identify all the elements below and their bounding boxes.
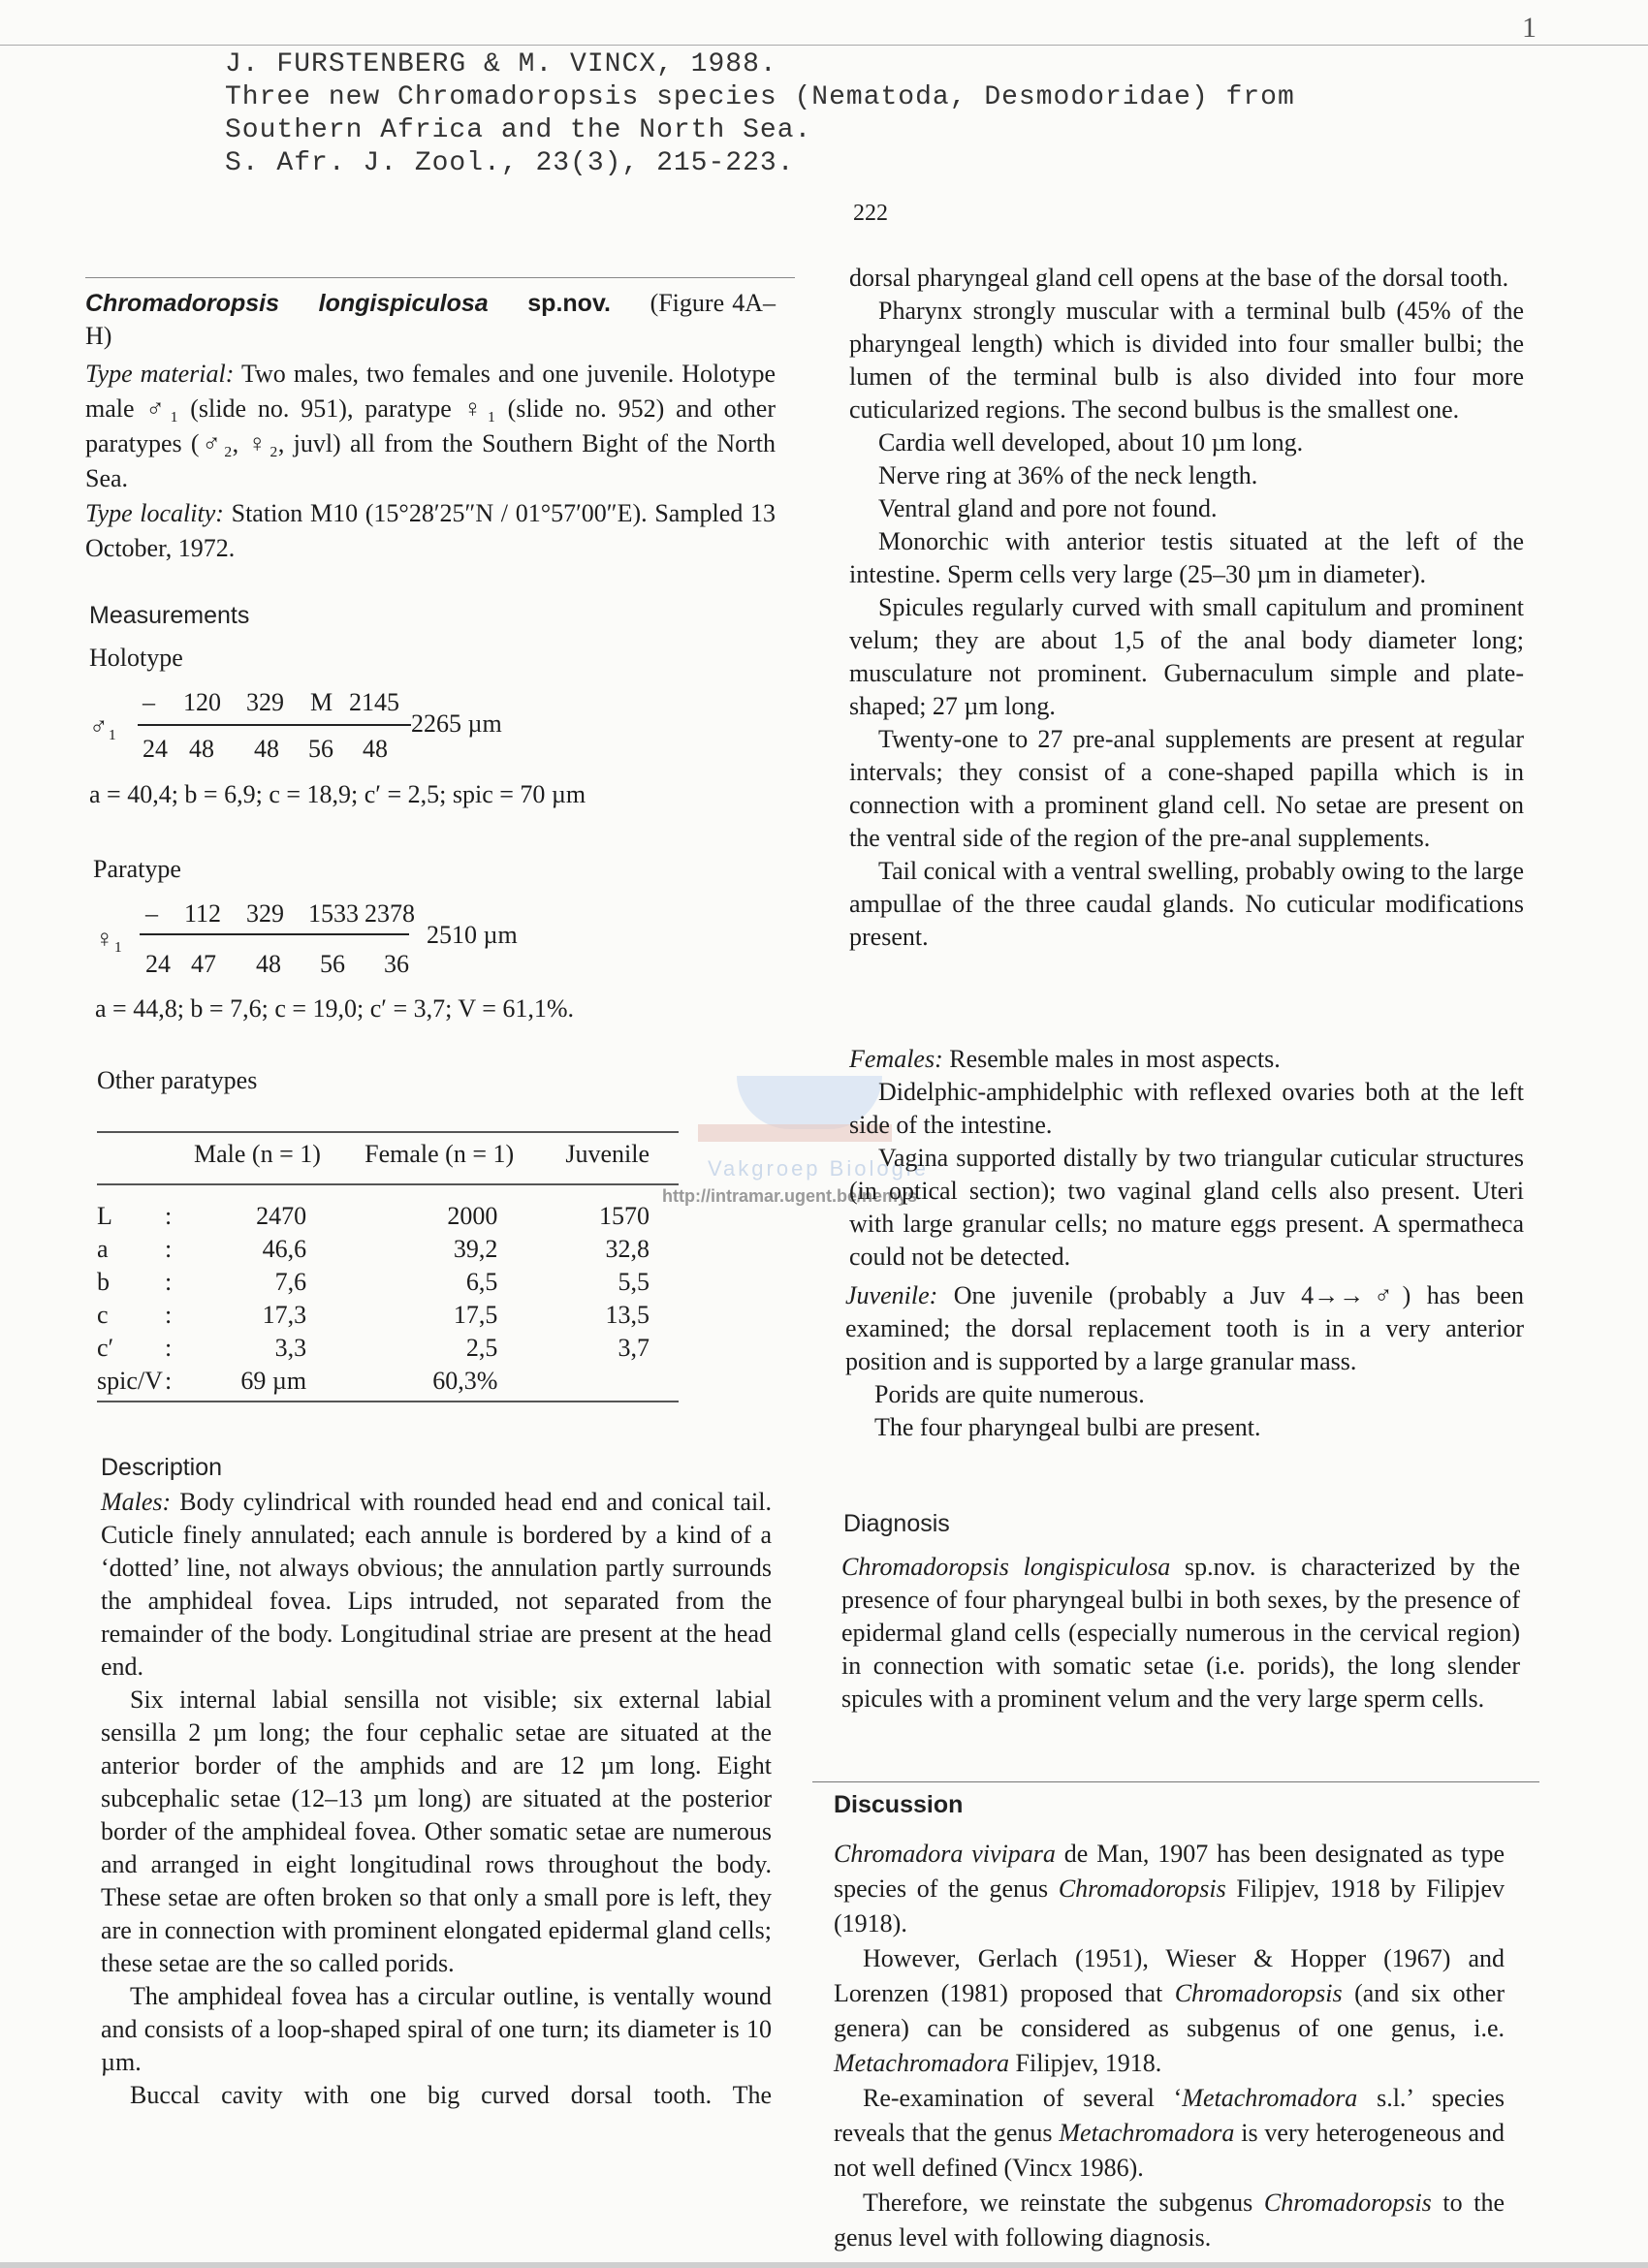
diagnosis-text: sp.nov. is characterized by the presence of four pharyngeal bulbi in both sexes, by the presence of epidermal gland cells (especially numerous in the cervical region) in connection with somatic setae (i.e. porids), the long slender spicules with a prominent velum and the very large sperm cells. — [841, 1553, 1520, 1713]
disc-text: (and six other genera) can be considered as subgenus of one genus, i.e. — [834, 1979, 1505, 2042]
title-spnov: sp.nov. — [527, 290, 611, 317]
cardia-paragraph: Cardia well developed, about 10 µm long. — [878, 428, 1304, 457]
holotype-den: 48 — [189, 735, 214, 763]
pharynx-paragraph: Pharynx strongly muscular with a terminal bulb (45% of the pharyngeal length) which is divided into four smaller bulbi; the lumen of the terminal bulb is also divided into four more cuticularized regions. The second bulbus is the smallest one. — [849, 297, 1524, 424]
table-cell: 2000 — [447, 1202, 498, 1230]
holotype-den: 48 — [254, 735, 279, 763]
didelphic-paragraph: Didelphic-amphidelphic with reflexed ovaries both at the left side of the intestine. — [849, 1078, 1524, 1139]
table-cell: 69 µm — [240, 1367, 307, 1395]
disc-genus: Chromadoropsis — [1058, 1874, 1226, 1903]
holotype-den: 24 — [143, 735, 168, 763]
females-text: Resemble males in most aspects. — [942, 1045, 1281, 1073]
row-colon: : — [165, 1235, 173, 1263]
bulbi-paragraph: The four pharyngeal bulbi are present. — [874, 1413, 1261, 1441]
table-row — [97, 1266, 679, 1299]
type-material-label: Type material: — [85, 360, 235, 388]
title-figure-ref: (Figure 4A–H) — [85, 289, 776, 350]
table-row — [97, 1299, 679, 1332]
watermark-group: Vakgroep Biologie — [708, 1156, 929, 1181]
row-colon: : — [165, 1268, 173, 1296]
row-colon: : — [165, 1367, 173, 1395]
monorchic-paragraph: Monorchic with anterior testis situated at the left of the intestine. Sperm cells very large (25–30 µm in diameter). — [849, 527, 1524, 588]
paratype-den: 24 — [145, 950, 171, 978]
row-label: a — [97, 1235, 109, 1263]
disc-text: Re-examination of several ‘ — [863, 2084, 1183, 2112]
dorsal-gland-paragraph: dorsal pharyngeal gland cell opens at the base of the dorsal tooth. — [849, 264, 1509, 292]
disc-text: Filipjev, 1918. — [1009, 2049, 1162, 2077]
discussion-heading: Discussion — [834, 1791, 964, 1818]
type-locality-text: Station M10 (15°28′25″N / 01°57′00″E). Sampled 13 October, 1972. — [85, 499, 776, 562]
spicules-paragraph: Spicules regularly curved with small capitulum and prominent velum; they are about 1,5 of the anal body diameter long; musculature not prominent. Gubernaculum simple and plate-shaped; 27 µm long. — [849, 593, 1524, 720]
holotype-den: 48 — [363, 735, 388, 763]
table-cell: 2,5 — [465, 1334, 498, 1362]
setae-paragraph: Six internal labial sensilla not visible; six external labial sensilla 2 µm long; the four cephalic setae are situated at the anterior border of the amphids and are 12 µm long. Eight subcephalic setae (12–13 µm long) are situated at the posterior border of the amphideal fovea. Other somatic setae are numerous and arranged in eight longitudinal rows throughout the body. These setae are often broken so that only a small pore is left, they are in connection with prominent elongated epidermal gland cells; these setae are the so called porids. — [101, 1685, 772, 1977]
holotype-heading: Holotype — [89, 644, 183, 672]
disc-text: de Man, 1907 has been designated as type species of the genus — [834, 1840, 1505, 1903]
holotype-num: – — [143, 688, 155, 716]
table-row — [97, 1233, 679, 1266]
table-header: Male (n = 1) — [194, 1140, 321, 1168]
holotype-formula — [89, 688, 555, 775]
paratype-den: 47 — [191, 950, 216, 978]
row-colon: : — [165, 1301, 173, 1329]
paratype-den: 56 — [320, 950, 345, 978]
paratype-heading: Paratype — [93, 855, 181, 883]
paratype-num: 1533 — [308, 899, 359, 928]
title-species: longispiculosa — [318, 290, 489, 317]
holotype-num: 329 — [246, 688, 284, 716]
disc-text: s.l.’ species reveals that the genus — [834, 2084, 1505, 2147]
corner-page-mark: 1 — [1522, 12, 1537, 44]
buccal-paragraph: Buccal cavity with one big curved dorsal tooth. The — [130, 2081, 772, 2109]
diagnosis-block — [841, 1551, 1520, 1716]
row-label: c — [97, 1301, 109, 1329]
holotype-total: 2265 µm — [411, 709, 502, 738]
disc-species: Chromadora vivipara — [834, 1840, 1056, 1868]
disc-genus: Metachromadora — [1182, 2084, 1358, 2112]
table-cell: 17,3 — [262, 1301, 307, 1329]
description-heading: Description — [101, 1454, 223, 1481]
table-header: Juvenile — [565, 1140, 650, 1168]
table-header: Female (n = 1) — [364, 1140, 515, 1168]
other-paratypes-table — [97, 1140, 679, 1398]
title-genus: Chromadoropsis — [85, 290, 280, 317]
row-colon: : — [165, 1202, 173, 1230]
paratype-num: 112 — [184, 899, 222, 928]
tail-paragraph: Tail conical with a ventral swelling, probably owing to the large ampullae of the three caudal glands. No cuticular modifications present. — [849, 857, 1524, 951]
table-cell: 46,6 — [262, 1235, 307, 1263]
females-block — [849, 1043, 1524, 1274]
disc-text: Filipjev, 1918 by Filipjev (1918). — [834, 1874, 1505, 1937]
paratype-formula — [89, 899, 555, 987]
table-cell: 3,7 — [618, 1334, 650, 1362]
row-label: b — [97, 1268, 110, 1296]
porids-paragraph: Porids are quite numerous. — [874, 1380, 1145, 1408]
table-cell: 39,2 — [453, 1235, 498, 1263]
disc-genus: Chromadoropsis — [1174, 1979, 1343, 2007]
holotype-den: 56 — [308, 735, 333, 763]
paratype-num: 2378 — [364, 899, 415, 928]
table-cell: 32,8 — [605, 1235, 650, 1263]
watermark-url: http://intramar.ugent.be/nemys — [662, 1186, 918, 1206]
row-label: L — [97, 1202, 112, 1230]
table-row — [97, 1200, 679, 1233]
juvenile-block — [845, 1279, 1524, 1444]
type-locality-label: Type locality: — [85, 499, 224, 527]
description-block — [101, 1486, 772, 2112]
disc-genus: Chromadoropsis — [1263, 2189, 1432, 2217]
males-label: Males: — [101, 1488, 172, 1516]
table-row — [97, 1332, 679, 1365]
page-number: 222 — [853, 201, 888, 226]
disc-text: to the genus level with following diagnosis. — [834, 2189, 1505, 2252]
holotype-num: 2145 — [349, 688, 399, 716]
disc-text: However, Gerlach (1951), Wieser & Hopper (1967) and Lorenzen (1981) proposed that — [834, 1944, 1505, 2007]
table-cell: 2470 — [256, 1202, 307, 1230]
paratype-num: 329 — [246, 899, 284, 928]
females-label: Females: — [849, 1045, 943, 1073]
disc-genus: Metachromadora — [1059, 2119, 1235, 2147]
table-cell: 6,5 — [465, 1268, 498, 1296]
disc-text: Therefore, we reinstate the subgenus — [863, 2189, 1264, 2217]
table-cell: 5,5 — [618, 1268, 650, 1296]
table-cell: 13,5 — [605, 1301, 650, 1329]
table-cell — [565, 1365, 679, 1398]
table-top-rule — [97, 1131, 679, 1133]
citation-title: Three new Chromadoropsis species (Nematoda, Desmodoridae) from — [225, 82, 1295, 112]
type-material-block — [85, 357, 776, 566]
row-colon: : — [165, 1334, 173, 1362]
table-header-row — [97, 1140, 679, 1186]
vagina-paragraph: Vagina supported distally by two triangular cuticular structures (in optical section); two vaginal gland cells also present. Uteri with large granular cells; no mature eggs present. A spermatheca could not be detected. — [849, 1144, 1524, 1271]
paratype-fraction-bar — [140, 933, 409, 935]
right-column-top — [849, 262, 1524, 954]
holotype-symbol: ♂₁ — [89, 712, 117, 740]
paratype-total: 2510 µm — [427, 921, 518, 949]
diagnosis-species: Chromadoropsis longispiculosa — [841, 1553, 1171, 1581]
type-material-text: Two males, two females and one juvenile. Holotype male ♂₁ (slide no. 951), paratype ♀₁ (slide no. 952) and other paratypes (♂₂, ♀₂, juvl) all from the Southern Bight of the North Sea. — [85, 360, 776, 492]
citation-authors: J. FURSTENBERG & M. VINCX, 1988. — [225, 49, 777, 79]
table-cell: 1570 — [599, 1202, 650, 1230]
paratype-num: – — [145, 899, 158, 928]
table-cell: 7,6 — [274, 1268, 307, 1296]
table-cell: 60,3% — [432, 1367, 498, 1395]
juvenile-label: Juvenile: — [845, 1281, 938, 1309]
supplements-paragraph: Twenty-one to 27 pre-anal supplements are present at regular intervals; they consist of a cone-shaped papilla which is in connection with a prominent gland cell. No setae are present on the ventral side of the region of the pre-anal supplements. — [849, 725, 1524, 852]
discussion-block — [834, 1837, 1505, 2255]
top-scan-rule — [0, 45, 1648, 46]
holotype-num: M — [310, 688, 333, 716]
disc-text: is very heterogeneous and not well defined (Vincx 1986). — [834, 2119, 1505, 2182]
table-bottom-rule — [97, 1401, 679, 1402]
holotype-fraction-bar — [138, 724, 411, 726]
row-label: c′ — [97, 1334, 114, 1362]
table-row — [97, 1365, 679, 1398]
paratype-symbol: ♀₁ — [95, 925, 123, 953]
citation-journal: S. Afr. J. Zool., 23(3), 215-223. — [225, 148, 795, 178]
paratype-ratios: a = 44,8; b = 7,6; c = 19,0; c′ = 3,7; V = 61,1%. — [95, 994, 575, 1023]
disc-genus: Metachromadora — [834, 2049, 1010, 2077]
males-text: Body cylindrical with rounded head end and conical tail. Cuticle finely annulated; each annule is bordered by a kind of a ‘dotted’ line, not always obvious; the annulation partly surrounds the amphideal fovea. Lips intruded, not separated from the remainder of the body. Longitudinal striae are present at the head end. — [101, 1488, 772, 1681]
paratype-den: 48 — [256, 950, 281, 978]
table-body — [97, 1200, 679, 1398]
diagnosis-heading: Diagnosis — [843, 1510, 950, 1537]
citation — [225, 48, 1295, 180]
left-top-rule — [85, 277, 795, 278]
citation-title-cont: Southern Africa and the North Sea. — [225, 115, 812, 145]
juvenile-text: One juvenile (probably a Juv 4→→♂) has been examined; the dorsal replacement tooth is in a very anterior position and is supported by a large granular mass. — [845, 1281, 1524, 1375]
holotype-num: 120 — [183, 688, 221, 716]
ventral-gland-paragraph: Ventral gland and pore not found. — [878, 494, 1218, 522]
bottom-scan-edge — [0, 2262, 1648, 2268]
species-title — [85, 287, 776, 353]
other-paratypes-heading: Other paratypes — [97, 1066, 258, 1094]
paratype-den: 36 — [384, 950, 409, 978]
table-cell: 17,5 — [453, 1301, 498, 1329]
row-label: spic/V — [97, 1367, 163, 1395]
table-header — [97, 1140, 165, 1186]
amphid-paragraph: The amphideal fovea has a circular outline, is ventally wound and consists of a loop-shaped spiral of one turn; its diameter is 10 µm. — [101, 1982, 772, 2076]
table-header — [165, 1140, 194, 1186]
discussion-rule — [812, 1781, 1539, 1782]
nerve-ring-paragraph: Nerve ring at 36% of the neck length. — [878, 461, 1258, 489]
holotype-ratios: a = 40,4; b = 6,9; c = 18,9; c′ = 2,5; spic = 70 µm — [89, 780, 586, 808]
table-cell: 3,3 — [274, 1334, 307, 1362]
measurements-heading: Measurements — [89, 602, 250, 629]
